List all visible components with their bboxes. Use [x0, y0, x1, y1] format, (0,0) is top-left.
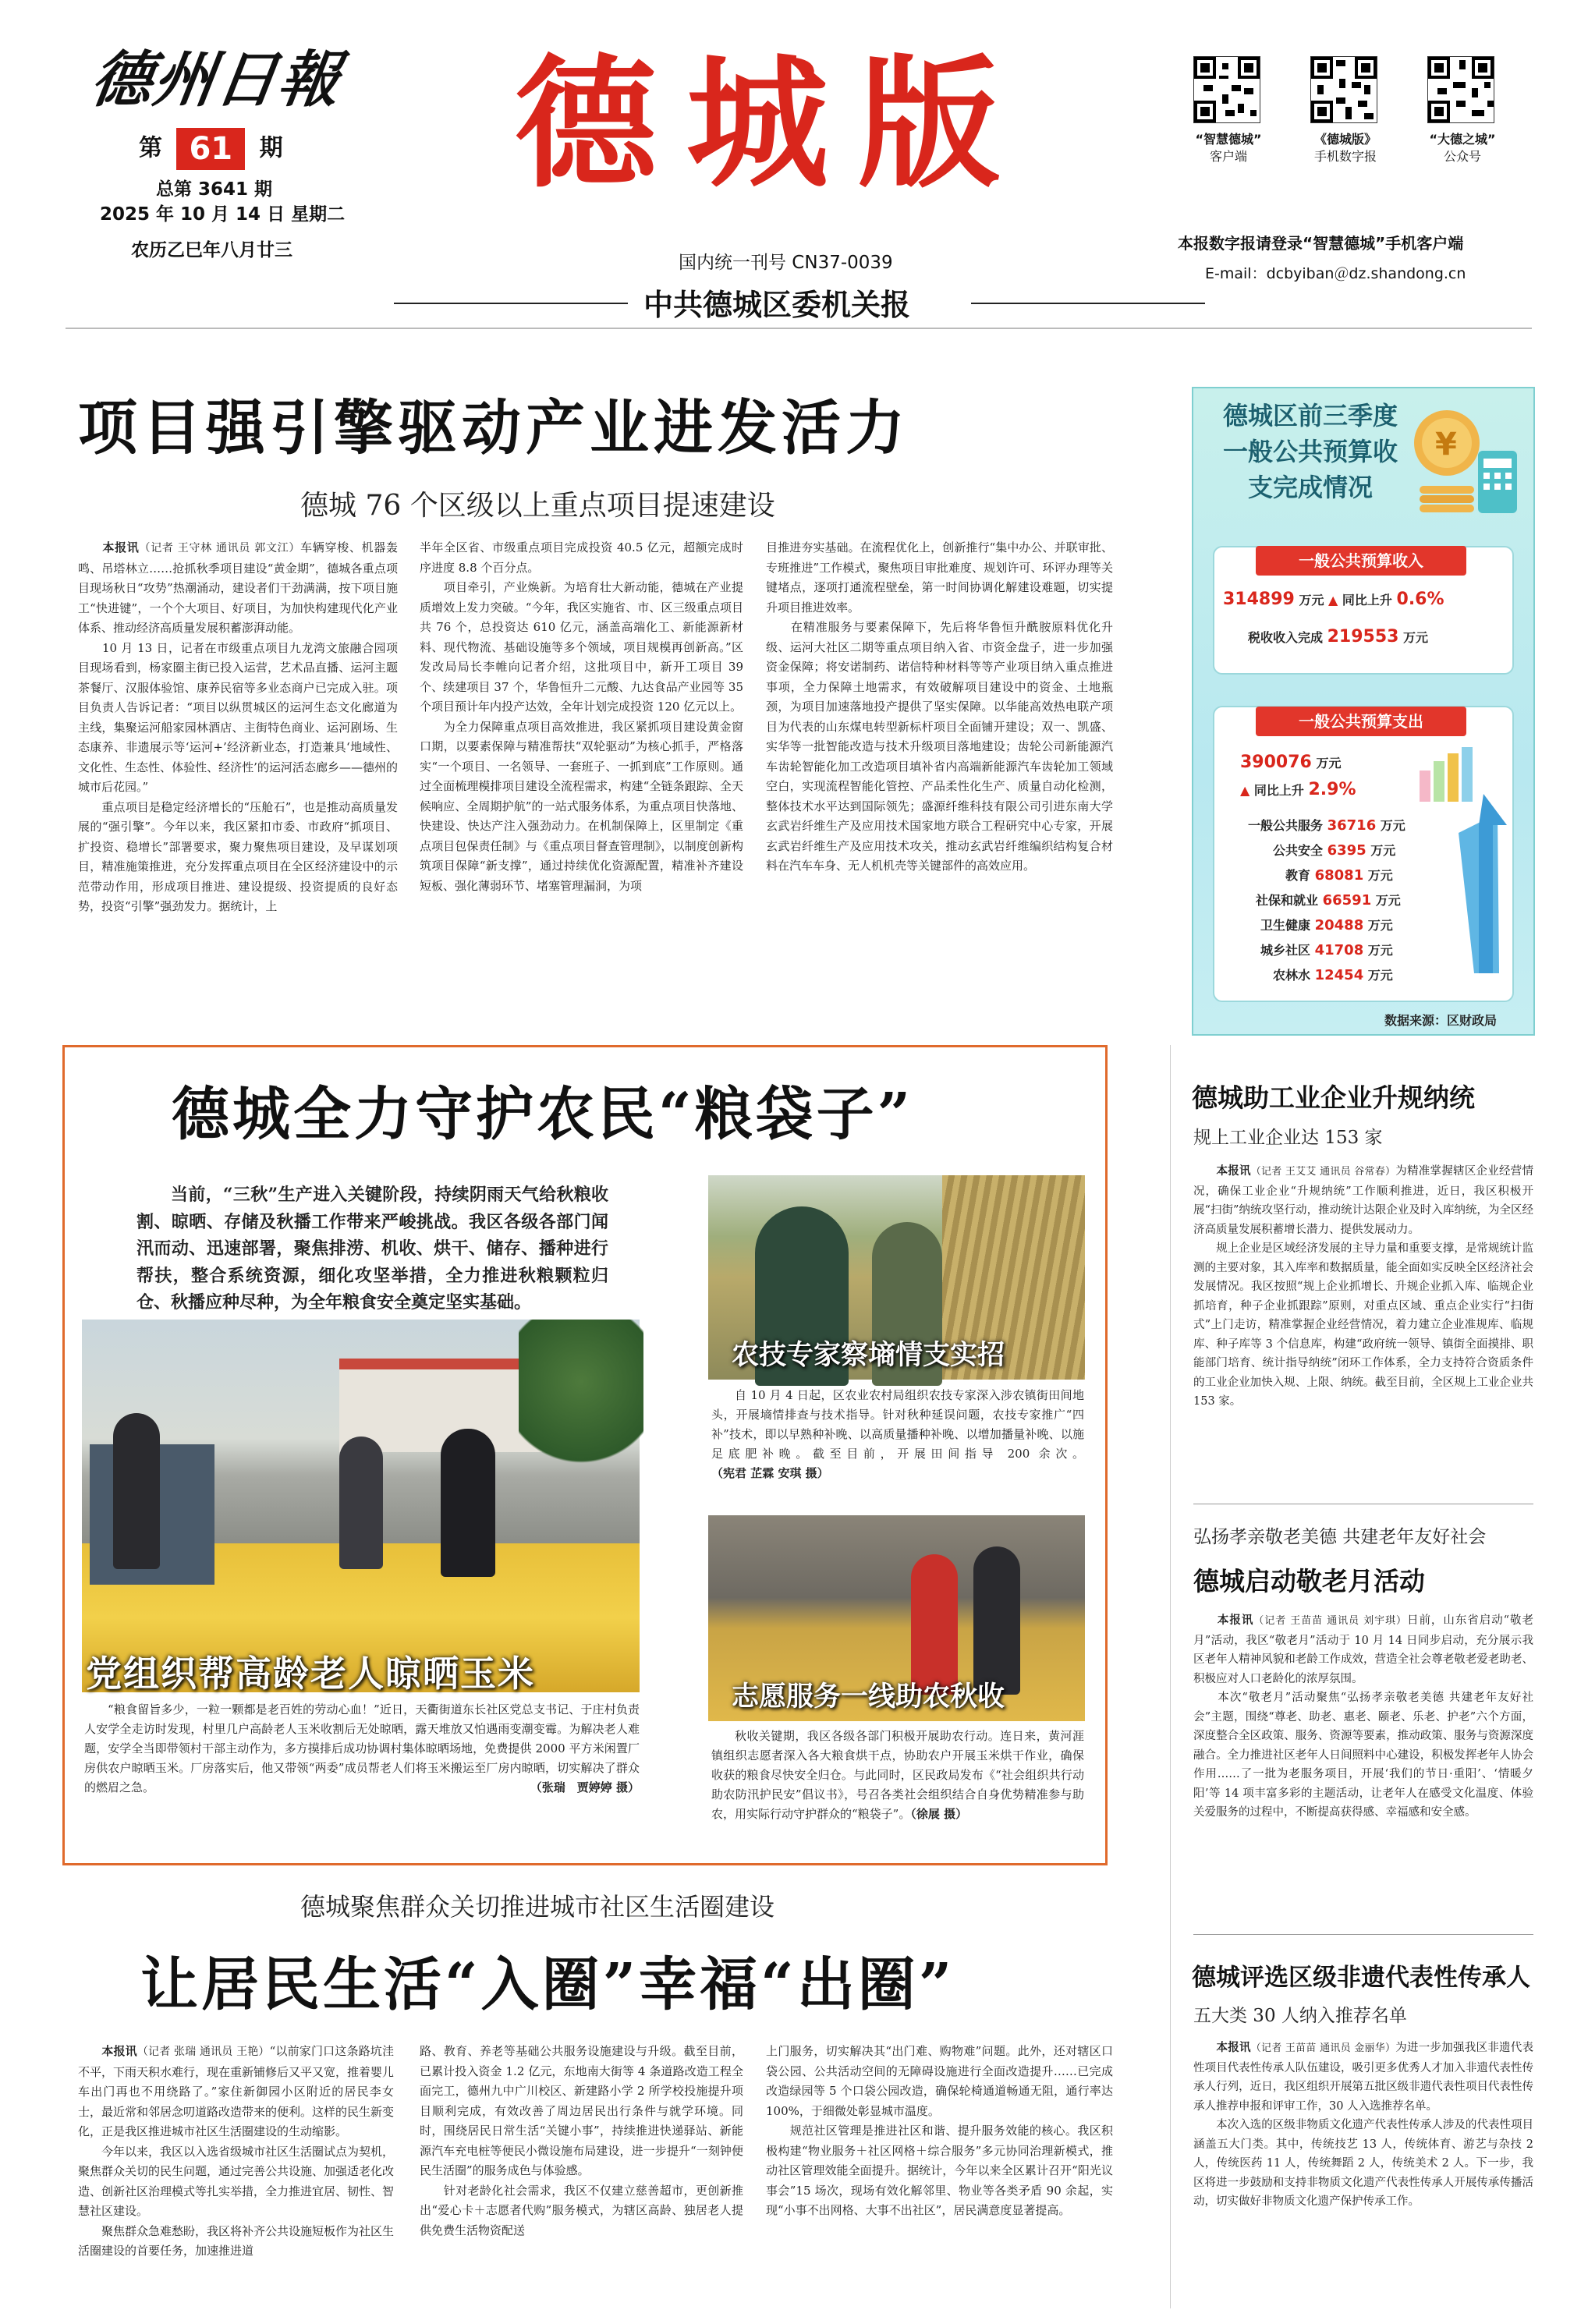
expense-header: 一般公共预算支出 — [1256, 707, 1466, 736]
qr-code-digital[interactable] — [1310, 56, 1377, 123]
photo-person-3 — [441, 1429, 495, 1577]
photo-tree — [519, 1320, 643, 1476]
elderly-title: 德城启动敬老月活动 — [1193, 1566, 1425, 1596]
elderly-kicker: 弘扬孝亲敬老美德 共建老年友好社会 — [1193, 1527, 1487, 1547]
expense-item-unit: 万元 — [1367, 918, 1393, 933]
lead-col-2: 半年全区省、市级重点项目完成投资 40.5 亿元，超额完成时序进度 8.8 个百分点。 项目牵引，产业焕新。为培育壮大新动能，德城在产业提质增效上发力突破。“今年，我区实施省、市、区三级重点项目共 76 个，总投资达 610 亿元，涵盖高端化工、新能源新材料、现代物流、基础设施等多个领域，项目规模再创新高。”区发改局局长李帷向记者介绍，这批项目中，新开工项目 39 个、续建项目 37 个，华鲁恒升二元酸、九达食品产业园等 35 个项目预计年内投产达效，全年计划完成投资 120 亿元以上。 为全力保障重点项目高效推进，我区紧抓项目建设黄金窗口期，以要素保障与精准帮扶“双轮驱动”为核心抓手，严格落实“一个项目、一名领导、一套班子、一抓到底”工作原则。通过全面梳理模排项目建设全流程需求，构建“全链条跟踪、全天候响应、全周期护航”的一站式服务体系，为重点项目快落地、快建设、快达产注入强劲动力。在机制保障上，区里制定《重点项目包保责任制》与《重点项目督查管理制》，以制度创新构筑项目保障“新支撑”，通过持续优化资源配置，精准补齐建设短板、强化薄弱环节、堵塞管理漏洞，为项 — [420, 540, 743, 893]
expense-yoy-arrow-icon: ▲ — [1240, 783, 1250, 798]
photo-1-caption-text: “粮食留旨多少，一粒一颗都是老百姓的劳动心血！”近日，天衢街道东长社区党总支书记、于庄村负责人安学全走访时发现，村里几户高龄老人玉米收割后无处晾晒，露天堆放又怕遇雨变潮变霉。为解决老人难题，安学全当即带领村干部主动作为，多方摸排后成功协调村集体晾晒场地，免费提供 2000 平方米闲置厂房供农户晾晒玉米。厂房落实后，他又带领“两委”成员帮老人们将玉米搬运至厂房内晾晒，切实解决了群众的燃眉之急。 — [84, 1702, 640, 1794]
income-header: 一般公共预算收入 — [1256, 546, 1466, 576]
elderly-byline: 本报讯 — [1217, 1614, 1254, 1627]
expense-yoy-label: 同比上升 — [1253, 783, 1304, 798]
qr-label-client-sub: 客户端 — [1209, 149, 1247, 164]
expense-yoy: 2.9% — [1308, 780, 1356, 799]
grain-headline: 德城全力守护农民“粮袋子” — [172, 1081, 914, 1148]
expense-item-6 — [1273, 965, 1393, 983]
expense-item-value: 36716 — [1327, 817, 1377, 834]
tax-row — [1248, 627, 1428, 647]
expense-item-value: 6395 — [1327, 842, 1366, 859]
community-col-1-text: “以前家门口这条路坑洼不平，下雨天积水难行，现在重新铺修后又平又宽，推着婴儿车出门再也不用绕路了。”家住新御园小区附近的居民李女士，最近常和邻居念叨道路改造带来的便利。这样的民生新变化，正是我区推进城市社区生活圈建设的生动缩影。 今年以来，我区以入选省级城市社区生活圈试点为契机，聚焦群众关切的民生问题，通过完善公共设施、加强适老化改造、创新社区治理模式等扎实举措，全力推进宜居、韧性、智慧社区建设。 聚焦群众急难愁盼，我区将补齐公共设施短板作为社区生活圈建设的首要任务，加速推进道 — [78, 2044, 395, 2258]
qr-label-wechat — [1420, 131, 1505, 165]
elderly-text-2: 了一批为老服务项目，开展‘我们的节日·重阳’、‘情暖夕阳’等 14 项丰富多彩的主题活动，让老年人在感受文化温度、体验关爱服务的过程中，不断提高获得感、幸福感和安全感。 — [1193, 1768, 1534, 1819]
income-yoy: 0.6% — [1396, 590, 1444, 609]
expense-value-row — [1240, 753, 1341, 772]
qr-label-wechat-name: “大德之城” — [1429, 132, 1496, 147]
expense-yoy-row — [1240, 780, 1356, 799]
photo-volunteer-1 — [911, 1554, 958, 1695]
expense-item-label: 城乡社区 — [1260, 943, 1311, 958]
industry-subtitle: 规上工业企业达 153 家 — [1193, 1128, 1383, 1148]
expense-item-unit: 万元 — [1380, 818, 1405, 833]
publication-number: 国内统一刊号 CN37-0039 — [679, 253, 893, 273]
expense-item-unit: 万元 — [1375, 893, 1401, 908]
photo-2-credit: （宪君 芷霖 安琪 摄） — [711, 1466, 829, 1480]
industry-title: 德城助工业企业升规纳统 — [1192, 1082, 1475, 1113]
community-col-2: 路、教育、养老等基础公共服务设施建设与升级。截至目前，已累计投入资金 1.2 亿元，东地南大街等 4 条道路改造工程全面完工，德州九中广川校区、新建路小学 2 所学校投施提升项目顺利完成，有效改善了周边居民出行条件与就学环境。同时，围绕居民日常生活“关键小事”，持续推进快递驿站、新能源汽车充电桩等便民小微设施布局建设，进一步提升“一刻钟便民生活圈”的服务成色与体验感。 针对老龄化社会需求，我区不仅建立慈善超市，更创新推出“爱心卡＋志愿者代购”服务模式，为辖区高龄、独居老人提供免费生活物资配送 — [420, 2044, 743, 2237]
tax-unit: 万元 — [1403, 630, 1429, 645]
finance-coin-icon — [1404, 396, 1521, 521]
qr-label-digital — [1303, 131, 1388, 165]
svg-text:¥: ¥ — [1435, 427, 1457, 462]
lead-byline-detail: （记者 王守林 通讯员 郭文江） — [139, 542, 301, 554]
heritage-text: 为进一步加强我区非遗代表性项目代表性传承人队伍建设，吸引更多优秀人才加入非遗代表性传承人行列，近日，我区组织开展第五批区级非遗代表性项目代表性传承人推荐申报和评审工作，30 人入选推荐名单。 本次入选的区级非物质文化遗产代表性传承人涉及的代表性项目涵盖五大门类。其中，传统技艺 13 人，传统体育、游艺与杂技 2 人，传统医药 11 人，传统舞蹈 2 人，传统美术 2 人。下一步，我区将进一步鼓励和支持非物质文化遗产代表性传承人开展传承传播活动，切实做好非物质文化遗产保护传承工作。 — [1193, 2042, 1534, 2208]
expense-item-value: 20488 — [1314, 917, 1364, 933]
paper-logo: 德州日報 — [86, 44, 346, 115]
expense-item-label: 教育 — [1285, 868, 1311, 883]
publisher: 中共德城区委机关报 — [643, 287, 911, 322]
expense-item-3 — [1256, 891, 1401, 909]
expense-item-unit: 万元 — [1367, 968, 1393, 983]
expense-item-value: 66591 — [1322, 892, 1372, 909]
qr-label-digital-name: 《德城版》 — [1313, 132, 1377, 147]
heritage-byline: 本报讯 — [1216, 2041, 1251, 2054]
lead-byline: 本报讯 — [102, 540, 140, 554]
photo-3-caption-text: 秋收关键期，我区各级各部门积极开展助农行动。连日来，黄河涯镇组织志愿者深入各大粮食烘干点，协助农户开展玉米烘干作业，确保收获的粮食尽快安全归仓。与此同时，区民政局发布《“社会组织共行动助农防汛护民安”倡议书》，号召各类社会组织结合自身优势精准参与助农，用实际行动守护群众的“粮袋子”。 — [711, 1729, 1084, 1821]
photo-corn-drying — [82, 1320, 640, 1692]
qr-code-wechat[interactable] — [1427, 56, 1494, 123]
expense-item-0 — [1248, 816, 1405, 834]
photo-volunteer-2 — [973, 1546, 1020, 1695]
expense-item-1 — [1273, 841, 1395, 859]
income-row — [1223, 590, 1444, 609]
elderly-byline-detail: （记者 王苗苗 通讯员 刘宇琪） — [1253, 1615, 1408, 1627]
expense-item-label: 卫生健康 — [1260, 918, 1311, 933]
lead-col-1 — [78, 538, 398, 1031]
issue-date: 2025 年 10 月 14 日 星期二 — [100, 204, 346, 225]
photo-3-caption — [711, 1727, 1084, 1859]
expense-item-5 — [1260, 941, 1393, 958]
expense-item-unit: 万元 — [1367, 868, 1393, 883]
right-divider-2 — [1193, 1934, 1533, 1935]
growth-chart-icon — [1412, 739, 1509, 989]
expense-item-unit: 万元 — [1367, 943, 1393, 958]
issue-suffix: 期 — [259, 134, 283, 162]
community-kicker: 德城聚焦群众关切推进城市社区生活圈建设 — [300, 1892, 775, 1922]
lunar-date: 农历乙巳年八月廿三 — [131, 240, 292, 260]
photo-2-title: 农技专家察墒情支实招 — [732, 1339, 1005, 1371]
edition-title: 德城版 — [515, 41, 1030, 207]
expense-item-label: 一般公共服务 — [1248, 818, 1324, 833]
lead-col-3: 目推进夯实基础。在流程优化上，创新推行“集中办公、并联审批、专班推进”工作模式，聚焦项目审批难度、规划许可、环评办理等关键堵点，逐项打通流程壁垒，第一时间协调化解建设难题，切实提升项目推进效率。 在精准服务与要素保障下，先后将华鲁恒升酰胺原料优化升级、运河大社区二期等重点项目纳入省、市资金盘子，进一步加强资金保障；将安诺制药、诺信特种材料等等产业项目纳入重点推进事项，全力保障土地需求，有效破解项目建设中的资金、土地瓶颈，为项目加速落地投产提供了坚实保障。以华能高效热电联产项目为代表的山东煤电转型新标杆项目全面铺开建设；双一、凯盛、实华等一批智能改造与技术升级项目落地建设；齿轮公司新能源汽车齿轮智能化加工改造项目填补省内高端新能源汽车齿轮加工领域空白，实现流程智能化管控、产品柔性化生产、质量自动化检测，整体技术水平达到国际领先；盛源纤维科技有限公司引进东南大学玄武岩纤维生产及应用技术国家地方联合工程研究中心专家，开展玄武岩纤维生产及应用技术攻关，推动玄武岩纤维编织结构复合材料在汽车车身、无人机机壳等关键部件的高效应用。 — [766, 540, 1113, 873]
masthead-rule-left — [394, 303, 628, 304]
heritage-byline-detail: （记者 王苗苗 通讯员 金丽华） — [1250, 2042, 1396, 2054]
heritage-body — [1193, 2039, 1533, 2301]
photo-1-title: 党组织帮高龄老人晾晒玉米 — [86, 1653, 535, 1695]
elderly-text: 日前，山东省启动“敬老月”活动，我区“敬老月”活动于 10 月 14 日同步启动，充分展示我区老年人精神风貌和老龄工作成效，营造全社会尊老敬老爱老助老、积极应对人口老龄化的浓厚氛围。 本次“敬老月”活动聚焦“弘扬孝亲敬老美德 共建老年友好社会”主题，围绕“尊老、助老、惠老、颐老、乐老、护老”六个方面，深度整合全区政策、服务、资源等要素，推动政策、服务与资源深度融合。全力推进社区老年人日间照料中心建设，积极发挥老年人协会作用…… — [1193, 1614, 1533, 1780]
lead-col-1-text: 车辆穿梭、机器轰鸣、吊塔林立……抢抓秋季项目建设“黄金期”，德城各重点项目现场秋日“攻势”热潮涌动，建设者们干劲满满，按下项目施工“快进键”，一个个大项目、好项目，为加快构建现代化产业体系、推动经济高质量发展积蓄澎湃动能。 10 月 13 日，记者在市级重点项目九龙湾文旅融合园项目现场看到，杨家圈主街已投入运营，艺术品直播、运河主题茶餐厅、汉服体验馆、康养民宿等多业态商户已完成入驻。项目负责人告诉记者：“项目以纵贯城区的运河生态文化廊道为主线，集聚运河船家园林酒店、主街特色商业、运河剧场、生态康养、非遗展示等‘运河+’经济新业态，打造兼具‘地域性、文化性、生态性、体验性、经济性’的运河活态廊乡——德州的城市后花园。” 重点项目是稳定经济增长的“压舱石”，也是推动高质量发展的“强引擎”。今年以来，我区紧扣市委、市政府“抓项目、扩投资、稳增长”部署要求，聚力聚焦项目建设，及早谋划项目，精准施策推进，充分发挥重点项目在全区经济建设中的示范带动作用，形成项目推进、建设提级、投资提质的良好态势，投资“引擎”强劲发力。据统计，上 — [78, 540, 398, 913]
photo-1-credit: （张瑞 贾婷婷 摄） — [530, 1780, 640, 1794]
lead-headline: 项目强引擎驱动产业进发活力 — [78, 393, 909, 462]
expense-item-label: 公共安全 — [1273, 843, 1324, 858]
industry-body — [1193, 1162, 1533, 1490]
qr-label-digital-sub: 手机数字报 — [1313, 149, 1377, 164]
total-issue: 总第 3641 期 — [156, 179, 273, 200]
industry-byline-detail: （记者 王艾艾 通讯员 谷常春） — [1250, 1166, 1396, 1178]
expense-item-value: 68081 — [1314, 867, 1364, 884]
photo-2-caption-text: 自 10 月 4 日起，区农业农村局组织农技专家深入涉农镇街田间地头，开展墒情排查与技术指导。针对秋种延误问题，农技专家推广“四补”技术，即以早熟种补晚、以高质量播种补晚、以增加播量补晚、以施足底肥补晚。截至目前，开展田间指导 200 余次。 — [711, 1388, 1084, 1461]
photo-3-credit: （徐展 摄） — [910, 1807, 968, 1821]
expense-item-2 — [1285, 866, 1393, 884]
expense-item-value: 41708 — [1314, 942, 1364, 958]
tax-label: 税收收入完成 — [1248, 630, 1324, 645]
income-unit: 万元 — [1299, 593, 1324, 608]
income-value: 314899 — [1223, 590, 1295, 609]
heritage-title: 德城评选区级非遗代表性传承人 — [1192, 1964, 1530, 1992]
expense-item-label: 社保和就业 — [1256, 893, 1319, 908]
qr-code-client[interactable] — [1193, 56, 1260, 123]
photo-2-caption — [711, 1386, 1084, 1522]
expense-item-value: 12454 — [1314, 967, 1364, 983]
qr-label-client — [1186, 131, 1271, 165]
community-col-3: 上门服务，切实解决其“出门难、购物难”问题。此外，还对辖区口袋公园、公共活动空间的无障碍设施进行全面改造提升……已完成改造绿园等 5 个口袋公园改造，确保轮椅通道畅通无阻，通行率达 100%，于细微处彰显城市温度。 规范社区管理是推进社区和谐、提升服务效能的核心。我区积极构建“物业服务＋社区网格＋综合服务”多元协同治理新模式，推动社区管理效能全面提升。据统计，今年以来全区累计召开“阳光议事会”15 场次，现场有效化解邻里、物业等各类矛盾 90 余起，实现“小事不出网格、大事不出社区”，居民满意度显著提高。 — [766, 2044, 1113, 2217]
community-byline-detail: （记者 张瑞 通讯员 王艳） — [136, 2046, 270, 2058]
vertical-divider — [1170, 1045, 1171, 2308]
expense-item-label: 农林水 — [1273, 968, 1311, 983]
tax-value: 219553 — [1327, 627, 1399, 647]
digital-note: 本报数字报请登录“智慧德城”手机客户端 — [1178, 234, 1464, 253]
industry-byline: 本报讯 — [1216, 1164, 1251, 1178]
photo-person-1 — [113, 1413, 160, 1569]
contact-email[interactable]: E-mail：dcbyiban＠dz.shandong.cn — [1205, 265, 1466, 282]
photo-person-2 — [339, 1437, 383, 1569]
photo-1-caption — [84, 1700, 640, 1855]
finance-title: 德城区前三季度一般公共预算收支完成情况 — [1222, 401, 1398, 502]
lead-subhead: 德城 76 个区级以上重点项目提速建设 — [300, 490, 775, 522]
expense-item-4 — [1260, 916, 1393, 933]
qr-label-wechat-sub: 公众号 — [1443, 149, 1481, 164]
qr-label-client-name: “智慧德城” — [1195, 132, 1262, 147]
expense-value: 390076 — [1240, 753, 1312, 772]
expense-item-unit: 万元 — [1370, 843, 1396, 858]
income-yoy-label: 同比上升 — [1342, 593, 1392, 608]
masthead-bottom-rule — [66, 328, 1532, 329]
community-byline: 本报讯 — [101, 2044, 137, 2058]
expense-unit: 万元 — [1316, 756, 1342, 771]
issue-number: 61 — [176, 128, 245, 170]
photo-3-title: 志愿服务一线助农秋收 — [732, 1681, 1005, 1713]
elderly-body — [1193, 1611, 1533, 1873]
finance-source: 数据来源：区财政局 — [1384, 1013, 1498, 1028]
community-col-1 — [78, 2042, 394, 2307]
issue-line — [139, 128, 283, 170]
masthead-rule-right — [971, 303, 1205, 304]
industry-text: 为精准掌握辖区企业经营情况，确保工业企业“升规纳统”工作顺利推进，近日，我区积极开展“扫街”纳统攻坚行动，推动统计达限企业及时入库纳统，为全区经济高质量发展积蓄增长潜力、提供发展动力。 规上企业是区域经济发展的主导力量和重要支撑，是常规统计监测的主要对象，其入库率和数据质量，能全面如实反映全区经济社会发展情况。我区按照“规上企业抓增长、升规企业抓入库、临规企业抓培育，种子企业抓跟踪”原则，对重点区域、重点企业实行“扫街式”上门走访，精准掌握企业经营情况，着力建立企业准规库、临规库、种子库等 3 个信息库，构建“政府统一领导、镇街全面摸排、职能部门培育、统计指导纳统”闭环工作体系，全力支持符合资质条件的工业企业加快入规、上限、纳统。截至目前，全区规上工业企业共 153 家。 — [1193, 1165, 1534, 1408]
issue-prefix: 第 — [139, 134, 162, 162]
community-headline: 让居民生活“入圈”幸福“出圈” — [140, 1951, 955, 2018]
heritage-subtitle: 五大类 30 人纳入推荐名单 — [1193, 2006, 1407, 2026]
grain-intro: 当前，“三秋”生产进入关键阶段，持续阴雨天气给秋粮收割、晾晒、存储及秋播工作带来严峻挑战。我区各级各部门闻汛而动、迅速部署，聚焦排涝、机收、烘干、储存、播种进行帮扶，整合系统资源，细化攻坚举措，全力推进秋粮颗粒归仓、秋播应种尽种，为全年粮食安全奠定坚实基础。 — [136, 1185, 608, 1313]
income-yoy-arrow-icon: ▲ — [1328, 593, 1338, 608]
